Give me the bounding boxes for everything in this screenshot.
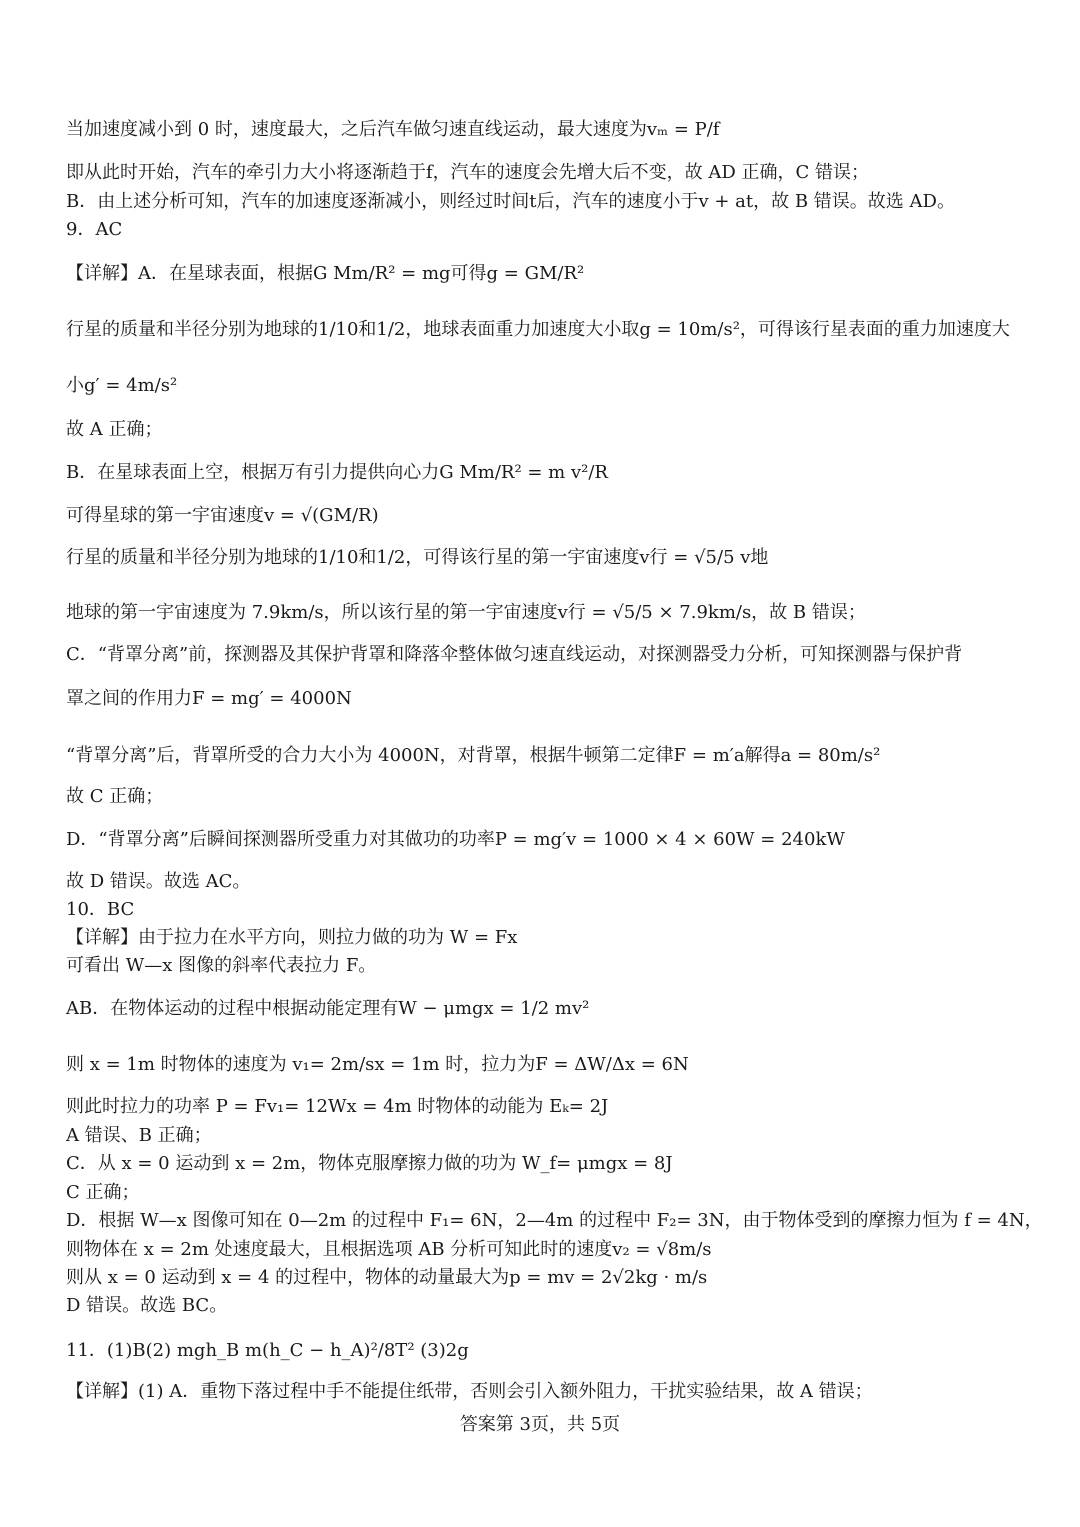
text-line: 故 D 错误。故选 AC。 [66,871,251,892]
text-line: 则此时拉力的功率 P = Fv₁= 12Wx = 4m 时物体的动能为 Eₖ= 2J [66,1096,609,1117]
text-line: 即从此时开始，汽车的牵引力大小将逐渐趋于f，汽车的速度会先增大后不变，故 AD 正确，C 错误； [66,162,870,183]
text-line: B．在星球表面上空，根据万有引力提供向心力G Mm/R² = m v²/R [66,462,608,483]
text-line: “背罩分离”后，背罩所受的合力大小为 4000N，对背罩，根据牛顿第二定律F = m′a解得a = 80m/s² [66,745,881,766]
text-line: 10．BC [66,899,135,920]
text-line: 罩之间的作用力F = mg′ = 4000N [66,688,352,709]
text-line: 则物体在 x = 2m 处速度最大，且根据选项 AB 分析可知此时的速度v₂ = √8m/s [66,1239,712,1260]
text-line: 可得星球的第一宇宙速度v = √(GM/R) [66,505,379,526]
text-line: D．根据 W—x 图像可知在 0—2m 的过程中 F₁= 6N，2—4m 的过程中 F₂= 3N，由于物体受到的摩擦力恒为 f = 4N， [66,1210,1043,1231]
text-line: C 正确； [66,1182,140,1203]
text-line: A 错误、B 正确； [66,1125,212,1146]
text-line: 行星的质量和半径分别为地球的1/10和1/2，可得该行星的第一宇宙速度v行 = √5/5 v地 [66,547,769,568]
text-line: 行星的质量和半径分别为地球的1/10和1/2，地球表面重力加速度大小取g = 10m/s²，可得该行星表面的重力加速度大 [66,319,1010,340]
text-line: AB．在物体运动的过程中根据动能定理有W − μmgx = 1/2 mv² [66,998,590,1019]
text-line: 地球的第一宇宙速度为 7.9km/s，所以该行星的第一宇宙速度v行 = √5/5 × 7.9km/s，故 B 错误； [66,602,866,623]
text-line: C．“背罩分离”前，探测器及其保护背罩和降落伞整体做匀速直线运动，对探测器受力分析，可知探测器与保护背 [66,644,963,665]
text-line: 则 x = 1m 时物体的速度为 v₁= 2m/sx = 1m 时，拉力为F = ΔW/Δx = 6N [66,1054,689,1075]
text-line: 故 A 正确； [66,419,163,440]
text-line: 可看出 W—x 图像的斜率代表拉力 F。 [66,955,377,976]
text-line: 【详解】A．在星球表面，根据G Mm/R² = mg可得g = GM/R² [66,263,585,284]
text-line: 【详解】由于拉力在水平方向，则拉力做的功为 W = Fx [66,927,518,948]
text-line: C．从 x = 0 运动到 x = 2m，物体克服摩擦力做的功为 W_f= μmgx = 8J [66,1153,673,1174]
text-line: 11．(1)B(2) mgh_B m(h_C − h_A)²/8T² (3)2g [66,1340,469,1361]
text-line: D．“背罩分离”后瞬间探测器所受重力对其做功的功率P = mg′v = 1000 × 4 × 60W = 240kW [66,829,845,850]
text-line: B．由上述分析可知，汽车的加速度逐渐减小，则经过时间t后，汽车的速度小于v + at，故 B 错误。故选 AD。 [66,191,955,212]
text-line: 则从 x = 0 运动到 x = 4 的过程中，物体的动量最大为p = mv = 2√2kg · m/s [66,1267,708,1288]
text-line: D 错误。故选 BC。 [66,1295,228,1316]
text-line: 9．AC [66,219,123,240]
page-footer: 答案第 3页，共 5页 [459,1414,621,1435]
text-line: 故 C 正确； [66,786,164,807]
text-line: 【详解】(1) A．重物下落过程中手不能提住纸带，否则会引入额外阻力，干扰实验结果，故 A 错误； [66,1381,873,1402]
text-line: 小g′ = 4m/s² [66,375,178,396]
text-line: 当加速度减小到 0 时，速度最大，之后汽车做匀速直线运动，最大速度为vₘ = P/f [66,119,720,140]
